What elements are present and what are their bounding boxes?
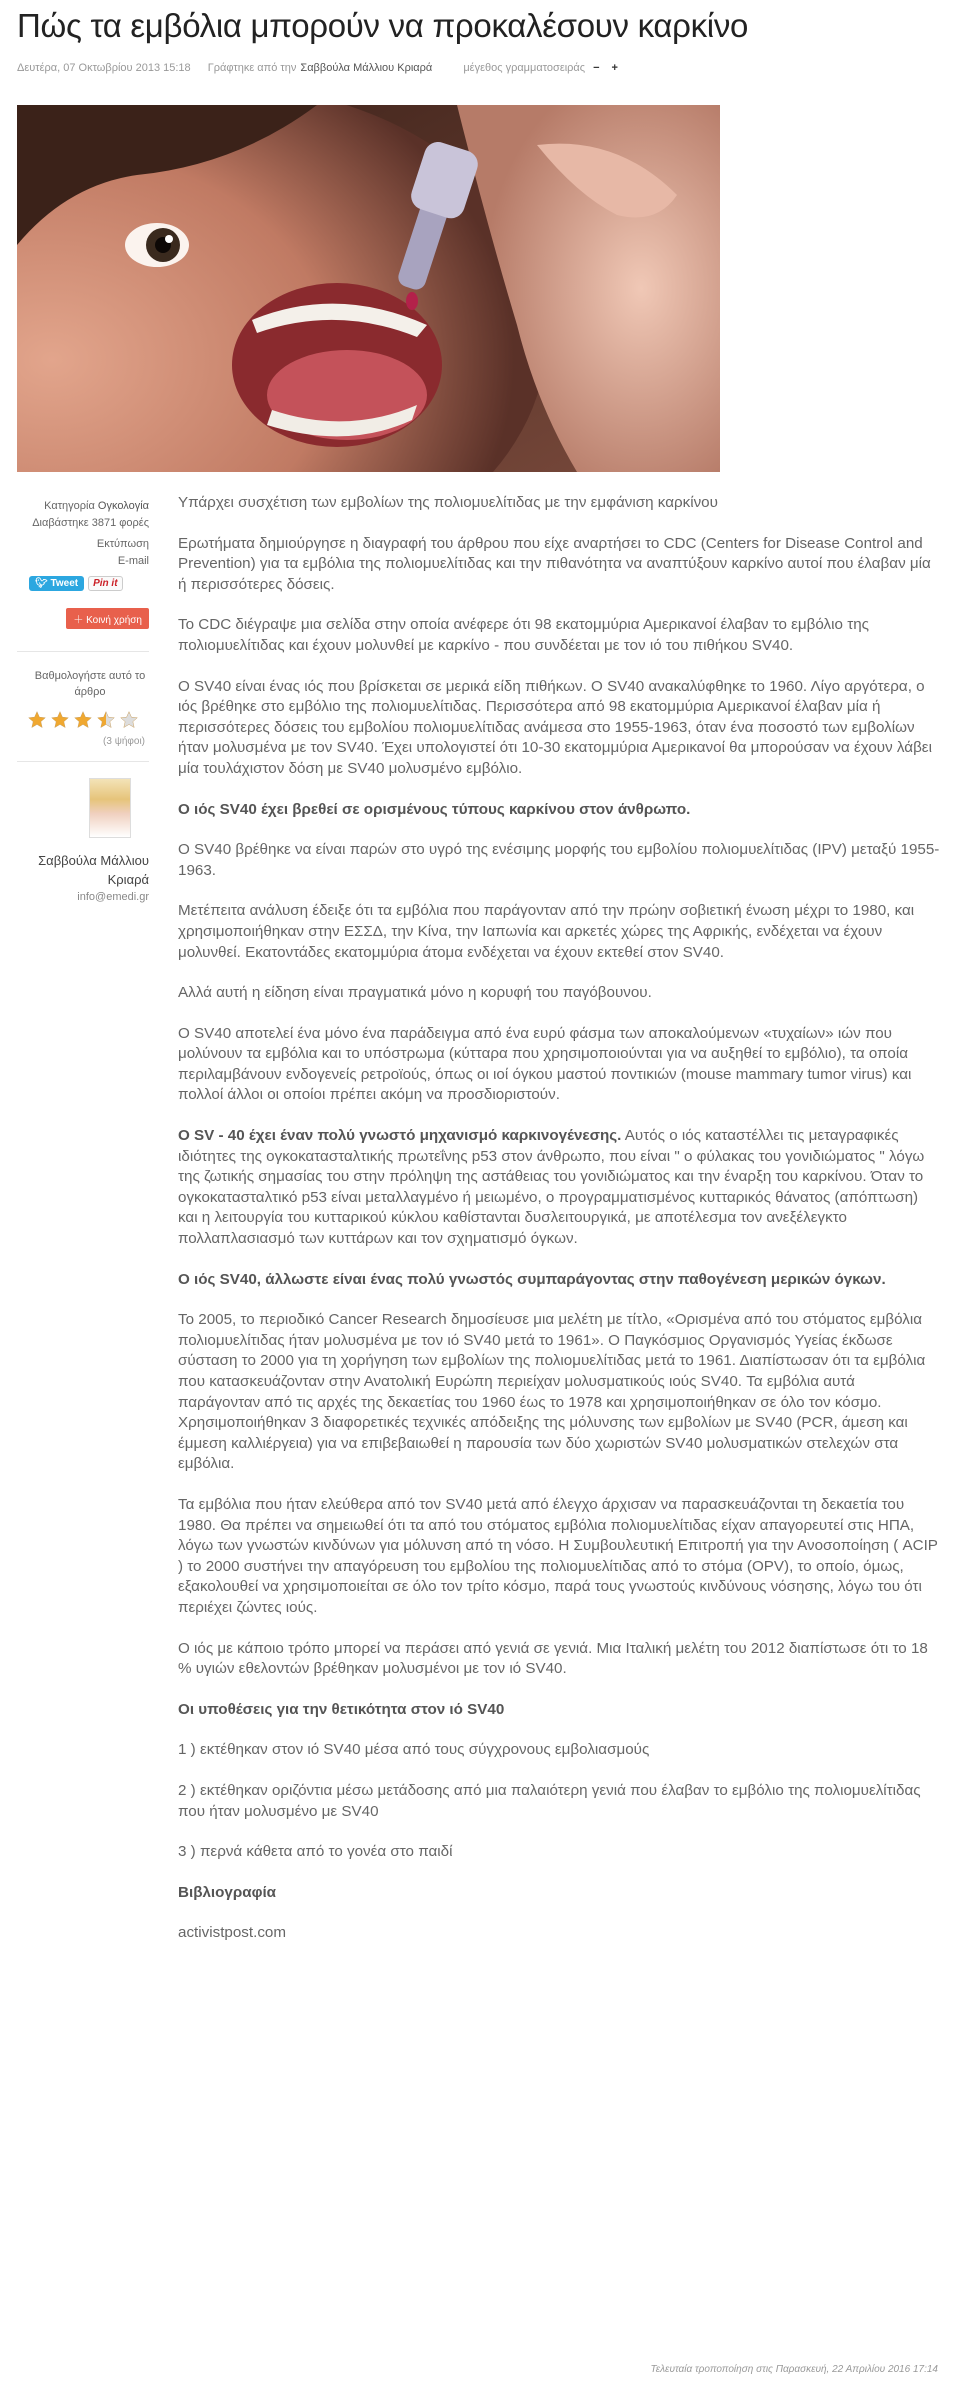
read-label: Διαβάστηκε [32,517,89,529]
article-meta [17,62,626,74]
article-paragraph [178,493,940,514]
share-plus-icon: ＋ [73,615,84,626]
category-link[interactable]: Ογκολογία [97,500,149,512]
tweet-label: Tweet [50,578,79,589]
share-button[interactable] [66,608,149,629]
article-paragraph [178,1883,940,1904]
last-modified: Τελευταία τροποποίηση στις Παρασκευή, 22 Απριλίου 2016 17:14 [650,2364,938,2375]
votes-count: (3 ψήφοι) [103,736,145,747]
rate-label: Βαθμολογήστε αυτό το άρθρο [34,670,146,698]
article-paragraph [178,1842,940,1863]
author-name[interactable]: Σαββούλα Μάλλιου Κριαρά [38,853,149,887]
article-paragraph [178,677,940,780]
share-label: Κοινή χρήση [86,615,142,626]
category-label: Κατηγορία [44,500,95,512]
read-count-line [17,515,149,532]
twitter-bird-icon: 🐦︎ [35,578,48,589]
print-link[interactable]: Εκτύπωση [96,538,149,550]
hero-image [17,105,720,472]
paragraph-text: Ερωτήματα δημιούργησε η διαγραφή του άρθρου που είχε αναρτήσει το CDC (Centers for Disease Control and Prevention) για τα εμβόλια της πολιομυελίτιδας και την πιθανότητα να αναπτύξουν καρκίνο αυτοί που έλαβαν μία ή περισσότερες δόσεις. [178,534,931,593]
article-paragraph [178,1781,940,1822]
paragraph-text: Ο SV40 είναι ένας ιός που βρίσκεται σε μερικά είδη πιθήκων. Ο SV40 ανακαλύφθηκε το 1960. Λίγο αργότερα, ο ιός βρέθηκε στο εμβόλιο της πολιομυελίτιδας. Περισσότερα από 98 εκατομμύρια Αμερικανοί έλαβαν μία ή περισσότερες δόσεις του εμβολίου πολιομυελίτιδας ανάμεσα στο 1955-1963, όταν ένα ποσοστό των εμβολίων ήταν μολυσμένα με τον SV40. Έχει υπολογιστεί ότι 10-30 εκατομμύρια Αμερικανοί θα μπορούσαν να έχουν λάβει μία τουλάχιστον δόση με SV40 μολυσμένο εμβόλιο. [178,677,932,777]
paragraph-text: Το 2005, το περιοδικό Cancer Research δημοσίευσε μια μελέτη με τίτλο, «Ορισμένα από του στόματος εμβόλια πολιομυελίτιδας ήταν μολυσμένα με τον ιό SV40 μετά το 1961». Ο Παγκόσμιος Οργανισμός Υγείας έκδωσε σύσταση το 2000 για τη χορήγηση των εμβολίων της πολιομυελίτιδας μετά το 1961. Διαπίστωσαν ότι τα εμβόλια που κατασκευάζονταν στην Ανατολική Ευρώπη περιείχαν μολυσματικούς ιούς SV40. Τα εμβόλια αυτά παράγονταν από τις αρχές της δεκαετίας του 1960 έως το 1978 και χρησιμοποιήθηκαν σε όλο τον κόσμο. Χρησιμοποιήθηκαν 3 διαφορετικές τεχνικές απόδειξης της μόλυνσης των εμβολίων με SV40 (PCR, άμεση και έμμεση καλλιέργεια) για να επιβεβαιωθεί η παρουσία των δύο χωριστών SV40 μολυσματικών στελεχών στα εμβόλια. [178,1311,926,1473]
article-sidebar [17,498,149,903]
paragraph-text: Βιβλιογραφία [178,1883,276,1901]
vaccine-photo [17,105,720,472]
paragraph-text: Μετέπειτα ανάλυση έδειξε ότι τα εμβόλια που παράγονταν από την πρώην σοβιετική ένωση μέχρι το 1980, και χρησιμοποιήθηκαν στην ΕΣΣΔ, την Κίνα, την Ιαπωνία και αρκετές χώρες της Αφρικής, ενδέχεται να έχουν μολυνθεί. Εκατοντάδες εκατομμύρια άτομα ενδέχεται να έχουν εκτεθεί στον SV40. [178,902,915,961]
sidebar-divider [17,651,149,652]
star-icon[interactable] [73,710,93,730]
paragraph-text: Ο ιός SV40, άλλωστε είναι ένας πολύ γνωστός συμπαράγοντας στην παθογένεση μερικών όγκων. [178,1270,886,1288]
paragraph-text: Αλλά αυτή η είδηση είναι πραγματικά μόνο η κορυφή του παγόβουνου. [178,984,652,1002]
tweet-button[interactable] [29,576,84,591]
paragraph-text: Ο SV40 βρέθηκε να είναι παρών στο υγρό της ενέσιμης μορφής του εμβολίου πολιομυελίτιδας (IPV) μεταξύ 1955-1963. [178,841,940,879]
article-paragraph [178,1639,940,1680]
article-paragraph [178,1310,940,1475]
article-paragraph [178,800,940,821]
article-paragraph [178,1495,940,1619]
article-paragraph [178,534,940,596]
star-icon[interactable] [96,710,116,730]
article-paragraph [178,1024,940,1106]
article-paragraph [178,1270,940,1291]
article-date: Δευτέρα, 07 Οκτωβρίου 2013 15:18 [17,62,191,74]
paragraph-text: 3 ) περνά κάθετα από το γονέα στο παιδί [178,1843,453,1861]
paragraph-text: Υπάρχει συσχέτιση των εμβολίων της πολιομυελίτιδας με την εμφάνιση καρκίνου [178,494,718,511]
rating-stars[interactable] [17,710,149,734]
article-paragraph [178,840,940,881]
article-body [178,493,940,1964]
article-paragraph [178,1923,940,1944]
paragraph-text: Τα εμβόλια που ήταν ελεύθερα από τον SV40 μετά από έλεγχο άρχισαν να παρασκευάζονται τη δεκαετία του 1980. Θα πρέπει να σημειωθεί ότι τα από του στόματος εμβόλια πολιομυελίτιδας είχαν απαγορευτεί στις ΗΠΑ, λόγω των γνωστών κινδύνων για μόλυνση από τη νόσο. Η Συμβουλευτική Επιτροπή για την Ανοσοποίηση ( ACIP ) το 2000 συστήνει την απαγόρευση του εμβολίου της πολιομυελίτιδας από το στόμα (OPV), το οποίο, όμως, εξακολουθεί να χρησιμοποιείται σε όλο τον τρίτο κόσμο, παρά τους γνωστούς κινδύνους νόσησης, λόγω του ότι περιέχει ζώντες ιούς. [178,1495,938,1616]
paragraph-text: Ο ιός με κάποιο τρόπο μπορεί να περάσει από γενιά σε γενιά. Μια Ιταλική μελέτη του 2012 διαπίστωσε ότι το 18 % υγιών εθελοντών βρέθηκαν μολυσμένοι με τον ιό SV40. [178,1639,928,1678]
article-paragraph [178,983,940,1004]
font-increase-button[interactable]: + [611,62,618,74]
category-line [17,498,149,515]
star-icon[interactable] [27,710,47,730]
article-paragraph [178,615,940,656]
paragraph-text: 2 ) εκτέθηκαν οριζόντια μέσω μετάδοσης από μια παλαιότερη γενιά που έλαβαν το εμβόλιο της πολιομυελίτιδας που ήταν μολυσμένο με SV40 [178,1781,921,1820]
read-count: 3871 φορές [91,517,149,529]
author-line [208,62,447,74]
font-decrease-button[interactable]: − [593,62,600,74]
star-icon[interactable] [50,710,70,730]
author-prefix: Γράφτηκε από την [207,62,297,74]
font-size-label: μέγεθος γραμματοσειράς [463,62,586,74]
paragraph-text: activistpost.com [178,1924,287,1942]
paragraph-text: Αυτός ο ιός καταστέλλει τις μεταγραφικές ιδιότητες της ογκοκατασταλτικής πρωτεΐνης p53 στον άνθρωπο, που είναι " ο φύλακας του γονιδιώματος " λόγω της ζωτικής σημασίας του στην πρόληψη της αστάθειας του γονιδιώματος και την έναρξη του καρκίνου. Όταν το ογκοκατασταλτικό p53 είναι μεταλλαγμένο ή μειωμένο, ο προγραμματισμένος κυτταρικός θάνατος (απόπτωση) και η λειτουργία του κυτταρικού κύκλου καθίστανται δυσλειτουργικά, με αποτέλεσμα τον ανεξέλεγκτο πολλαπλασιασμό των κυττάρων και τον σχηματισμό όγκων. [178,1127,925,1248]
author-avatar[interactable] [89,778,131,838]
article-paragraph [178,1740,940,1761]
email-link[interactable]: E-mail [117,555,149,567]
article-paragraph [178,1126,940,1250]
author-email[interactable]: info@emedi.gr [77,891,149,903]
paragraph-text: 1 ) εκτέθηκαν στον ιό SV40 μέσα από τους σύγχρονους εμβολιασμούς [178,1741,650,1759]
article-paragraph [178,1700,940,1721]
sidebar-divider-2 [17,761,149,762]
paragraph-text: Το CDC διέγραψε μια σελίδα στην οποία ανέφερε ότι 98 εκατομμύρια Αμερικανοί έλαβαν το εμβόλιο της πολιομυελίτιδας και έχουν μολυνθεί με καρκίνο - που συνδέεται με τον ιό του πιθήκου SV40. [178,616,869,654]
article-paragraph [178,901,940,963]
paragraph-lead: Ο SV - 40 έχει έναν πολύ γνωστό μηχανισμό καρκινογένεσης. [178,1127,622,1145]
social-buttons [17,576,149,598]
pinterest-button[interactable]: Pin it [88,576,122,591]
paragraph-text: Ο ιός SV40 έχει βρεθεί σε ορισμένους τύπους καρκίνου στον άνθρωπο. [178,800,691,818]
paragraph-text: Ο SV40 αποτελεί ένα μόνο ένα παράδειγμα από ένα ευρύ φάσμα των αποκαλούμενων «τυχαίων» ιών που μολύνουν τα εμβόλια και το υπόστρωμα (κύτταρα που χρησιμοποιούνται για να αυξηθεί το εμβόλιο), τα οποία περιλαμβάνουν ενδογενείς ρετροϊούς, όπως οι ιοί όγκου μαστού ποντικιών (mouse mammary tumor virus) και πολλοί άλλοι οι οποίοι πρέπει ακόμη να προσδιοριστούν. [178,1024,912,1104]
paragraph-text: Οι υποθέσεις για την θετικότητα στον ιό SV40 [178,1700,505,1718]
author-link[interactable]: Σαββούλα Μάλλιου Κριαρά [300,62,433,74]
star-icon[interactable] [119,710,139,730]
article-title: Πώς τα εμβόλια μπορούν να προκαλέσουν καρκίνο [17,7,749,44]
